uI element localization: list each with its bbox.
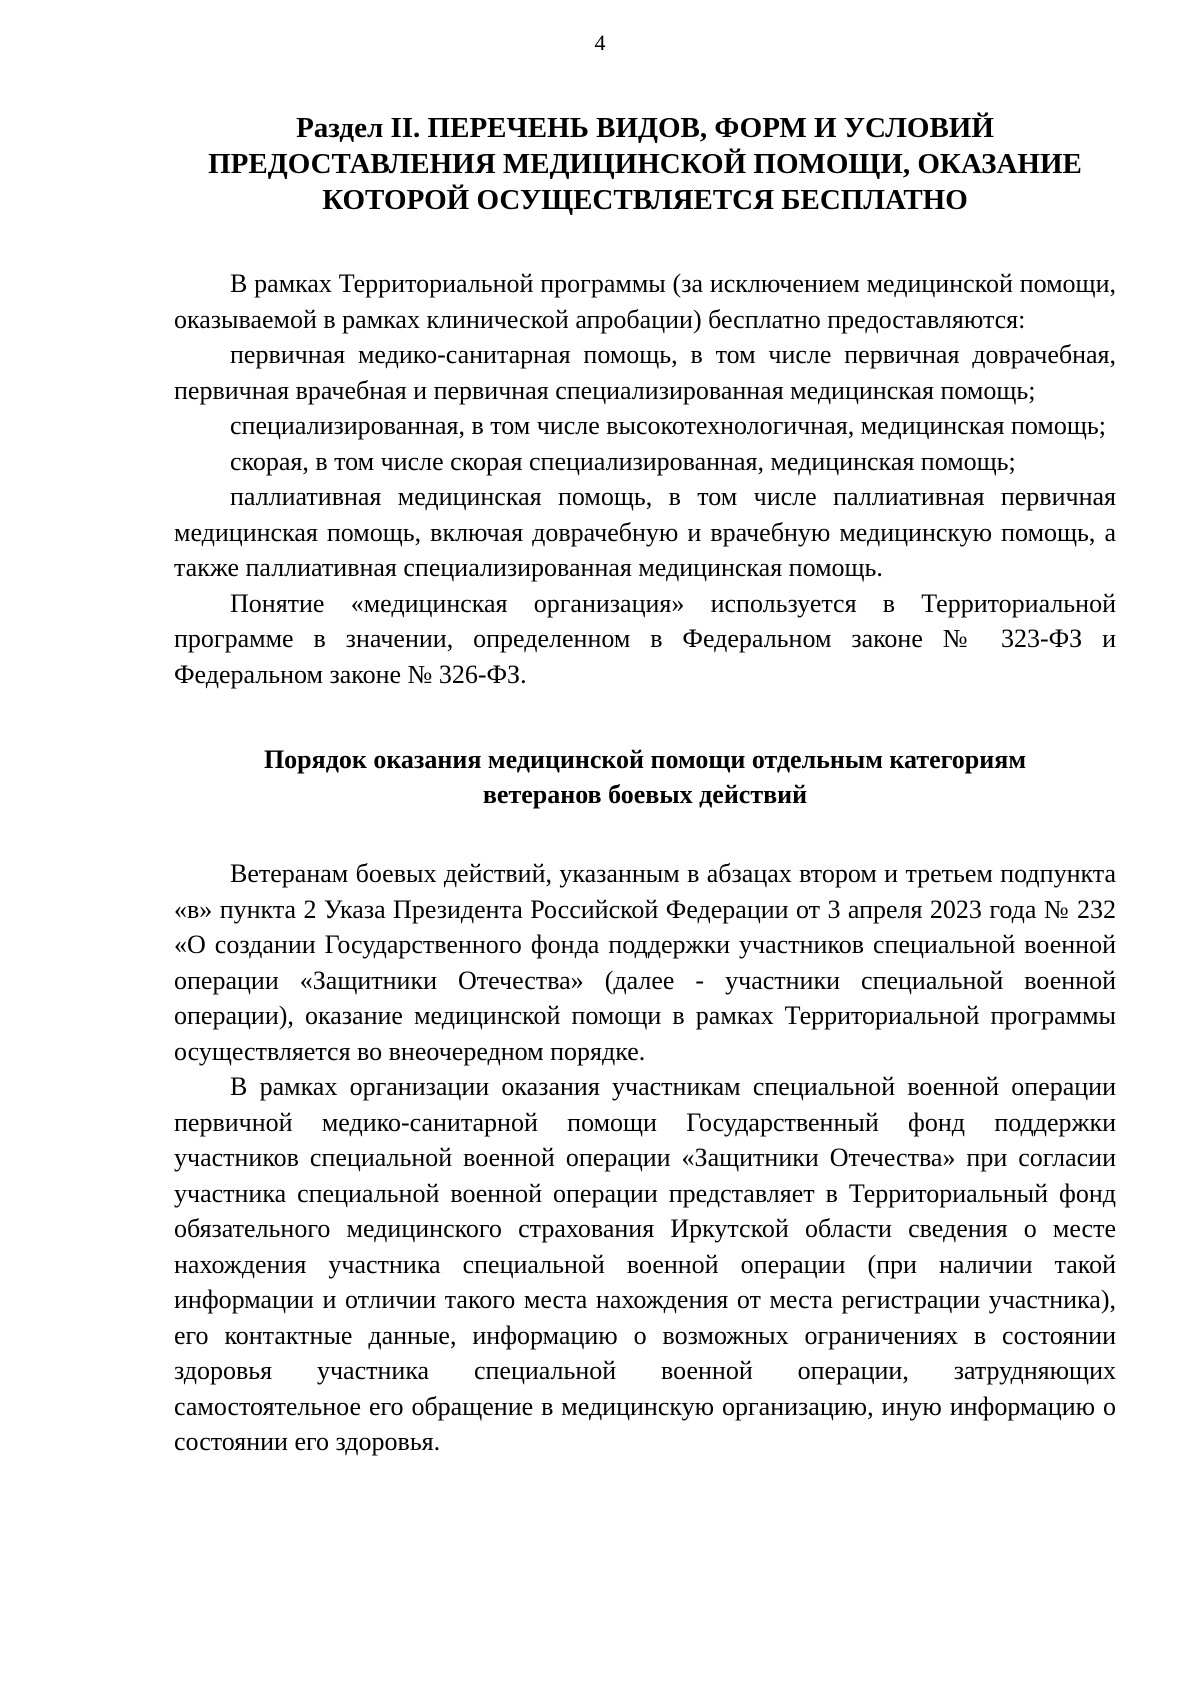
section-title-line: КОТОРОЙ ОСУЩЕСТВЛЯЕТСЯ БЕСПЛАТНО (322, 184, 968, 216)
section-title-line: Раздел II. ПЕРЕЧЕНЬ ВИДОВ, ФОРМ И УСЛОВИЙ (296, 112, 994, 144)
subsection-title (174, 742, 1116, 812)
section-title (174, 110, 1116, 218)
paragraph: специализированная, в том числе высокотехнологичная, медицинская помощь; (230, 411, 1106, 440)
page-content (174, 110, 1116, 1460)
paragraph: первичная медико-санитарная помощь, в том числе первичная доврачебная, первичная врачебная и первичная специализированная медицинская помощь; (174, 340, 1116, 405)
paragraph: В рамках организации оказания участникам специальной военной операции первичной медико-санитарной помощи Государственный фонд поддержки участников специальной военной операции «Защитники Отечества» при согласии участника специальной военной операции представляет в Территориальный фонд обязательного медицинского страхования Иркутской области сведения о месте нахождения участника специальной военной операции (при наличии такой информации и отличии такого места нахождения от места регистрации участника), его контактные данные, информацию о возможных ограничениях в состоянии здоровья участника специальной военной операции, затрудняющих самостоятельное его обращение в медицинскую организацию, иную информацию о состоянии его здоровья. (174, 1072, 1116, 1456)
paragraph: скорая, в том числе скорая специализированная, медицинская помощь; (230, 446, 1016, 476)
page-number: 4 (594, 30, 606, 55)
section-title-line: ПРЕДОСТАВЛЕНИЯ МЕДИЦИНСКОЙ ПОМОЩИ, ОКАЗАНИЕ (208, 148, 1082, 180)
paragraph: Ветеранам боевых действий, указанным в абзацах втором и третьем подпункта «в» пункта 2 Указа Президента Российской Федерации от 3 апреля 2023 года № 232 «О создании Государственного фонда поддержки участников специальной военной операции «Защитники Отечества» (далее - участники специальной военной операции), оказание медицинской помощи в рамках Территориальной программы осуществляется во внеочередном порядке. (174, 859, 1116, 1066)
paragraph: паллиативная медицинская помощь, в том числе паллиативная первичная медицинская помощь, включая доврачебную и врачебную медицинскую помощь, а также паллиативная специализированная медицинская помощь. (174, 482, 1116, 582)
subsection-title-line: ветеранов боевых действий (482, 780, 808, 809)
subsection-title-line: Порядок оказания медицинской помощи отдельным категориям (263, 745, 1027, 774)
paragraph: Понятие «медицинская организация» используется в Территориальной программе в значении, определенном в Федеральном законе № 323-ФЗ и Федеральном законе № 326-ФЗ. (174, 588, 1116, 689)
paragraph: В рамках Территориальной программы (за исключением медицинской помощи, оказываемой в рамках клинической апробации) бесплатно предоставляются: (174, 269, 1116, 334)
